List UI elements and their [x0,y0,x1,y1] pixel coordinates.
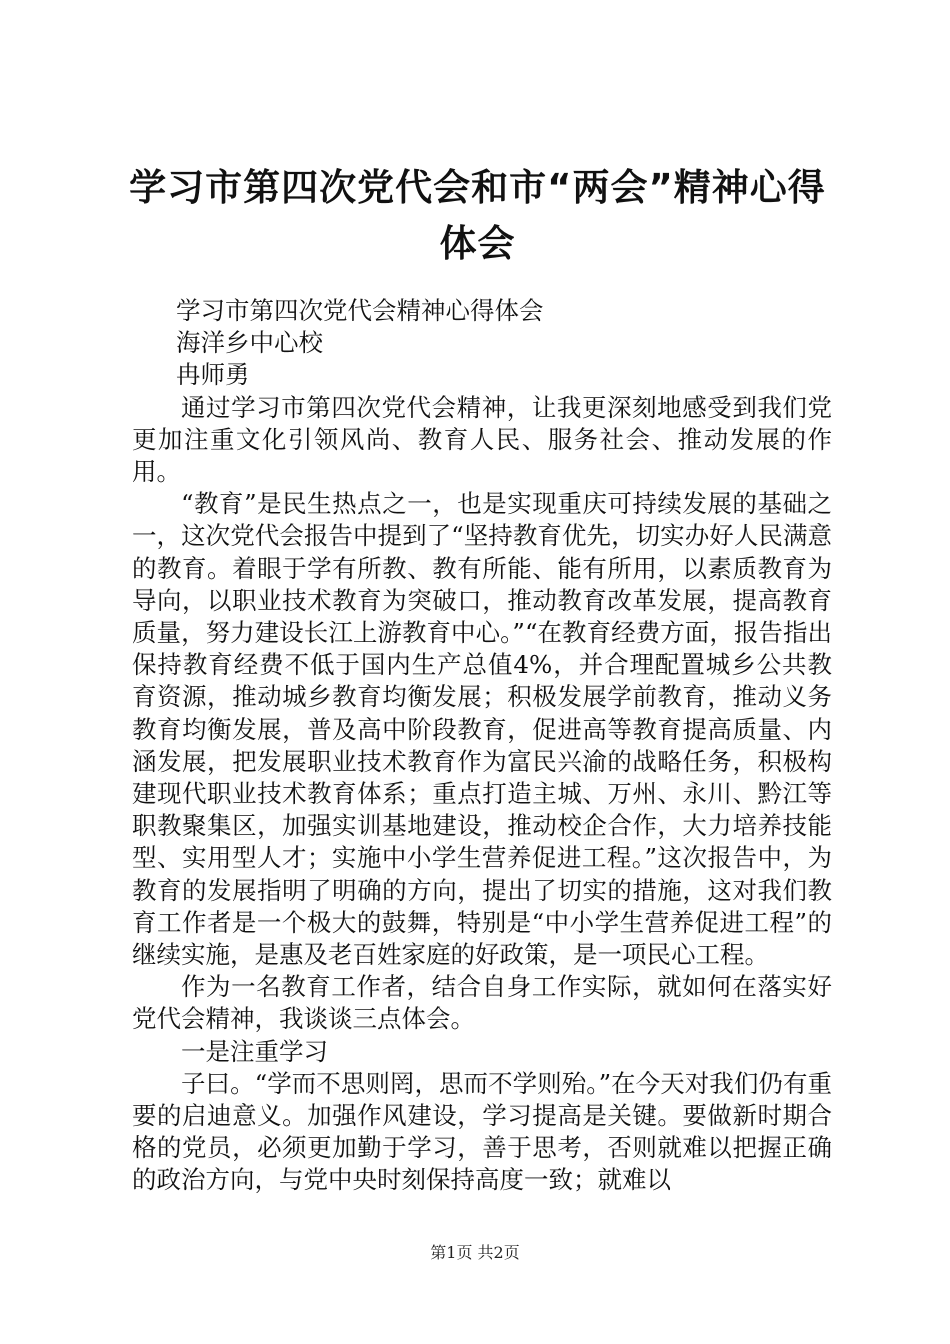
document-author: 冉师勇 [176,360,250,390]
document-body [132,295,832,1197]
paragraph: 子曰。“学而不思则罔，思而不学则殆。”在今天对我们仍有重要的启迪意义。加强作风建设，学习提高是关键。要做新时期合格的党员，必须更加勤于学习，善于思考，否则就难以把握正确的政治方向，与党中央时刻保持高度一致；就难以 [132,1068,832,1195]
paragraph: 作为一名教育工作者，结合自身工作实际，就如何在落实好党代会精神，我谈谈三点体会。 [132,972,832,1034]
document-title: 学习市第四次党代会和市“两会”精神心得体会 [129,166,826,265]
paragraph: “教育”是民生热点之一，也是实现重庆可持续发展的基础之一，这次党代会报告中提到了“坚持教育优先，切实办好人民满意的教育。着眼于学有所教、教有所能、能有所用，以素质教育为导向，以职业技术教育为突破口，推动教育改革发展，提高教育质量，努力建设长江上游教育中心。”“在教育经费方面，报告指出保持教育经费不低于国内生产总值4%，并合理配置城乡公共教育资源，推动城乡教育均衡发展；积极发展学前教育，推动义务教育均衡发展，普及高中阶段教育，促进高等教育提高质量、内涵发展，把发展职业技术教育作为富民兴渝的战略任务，积极构建现代职业技术教育体系；重点打造主城、万州、永川、黔江等职教聚集区，加强实训基地建设，推动校企合作，大力培养技能型、实用型人才；实施中小学生营养促进工程。”这次报告中，为教育的发展指明了明确的方向，提出了切实的措施，这对我们教育工作者是一个极大的鼓舞，特别是“中小学生营养促进工程”的继续实施，是惠及老百姓家庭的好政策，是一项民心工程。 [132,489,832,970]
page-footer: 第1页 共2页 [430,1243,520,1262]
paragraph: 通过学习市第四次党代会精神，让我更深刻地感受到我们党更加注重文化引领风尚、教育人民、服务社会、推动发展的作用。 [132,392,832,487]
section-heading: 一是注重学习 [181,1036,328,1066]
document-subtitle: 学习市第四次党代会精神心得体会 [176,296,544,325]
document-organization: 海洋乡中心校 [176,328,323,358]
